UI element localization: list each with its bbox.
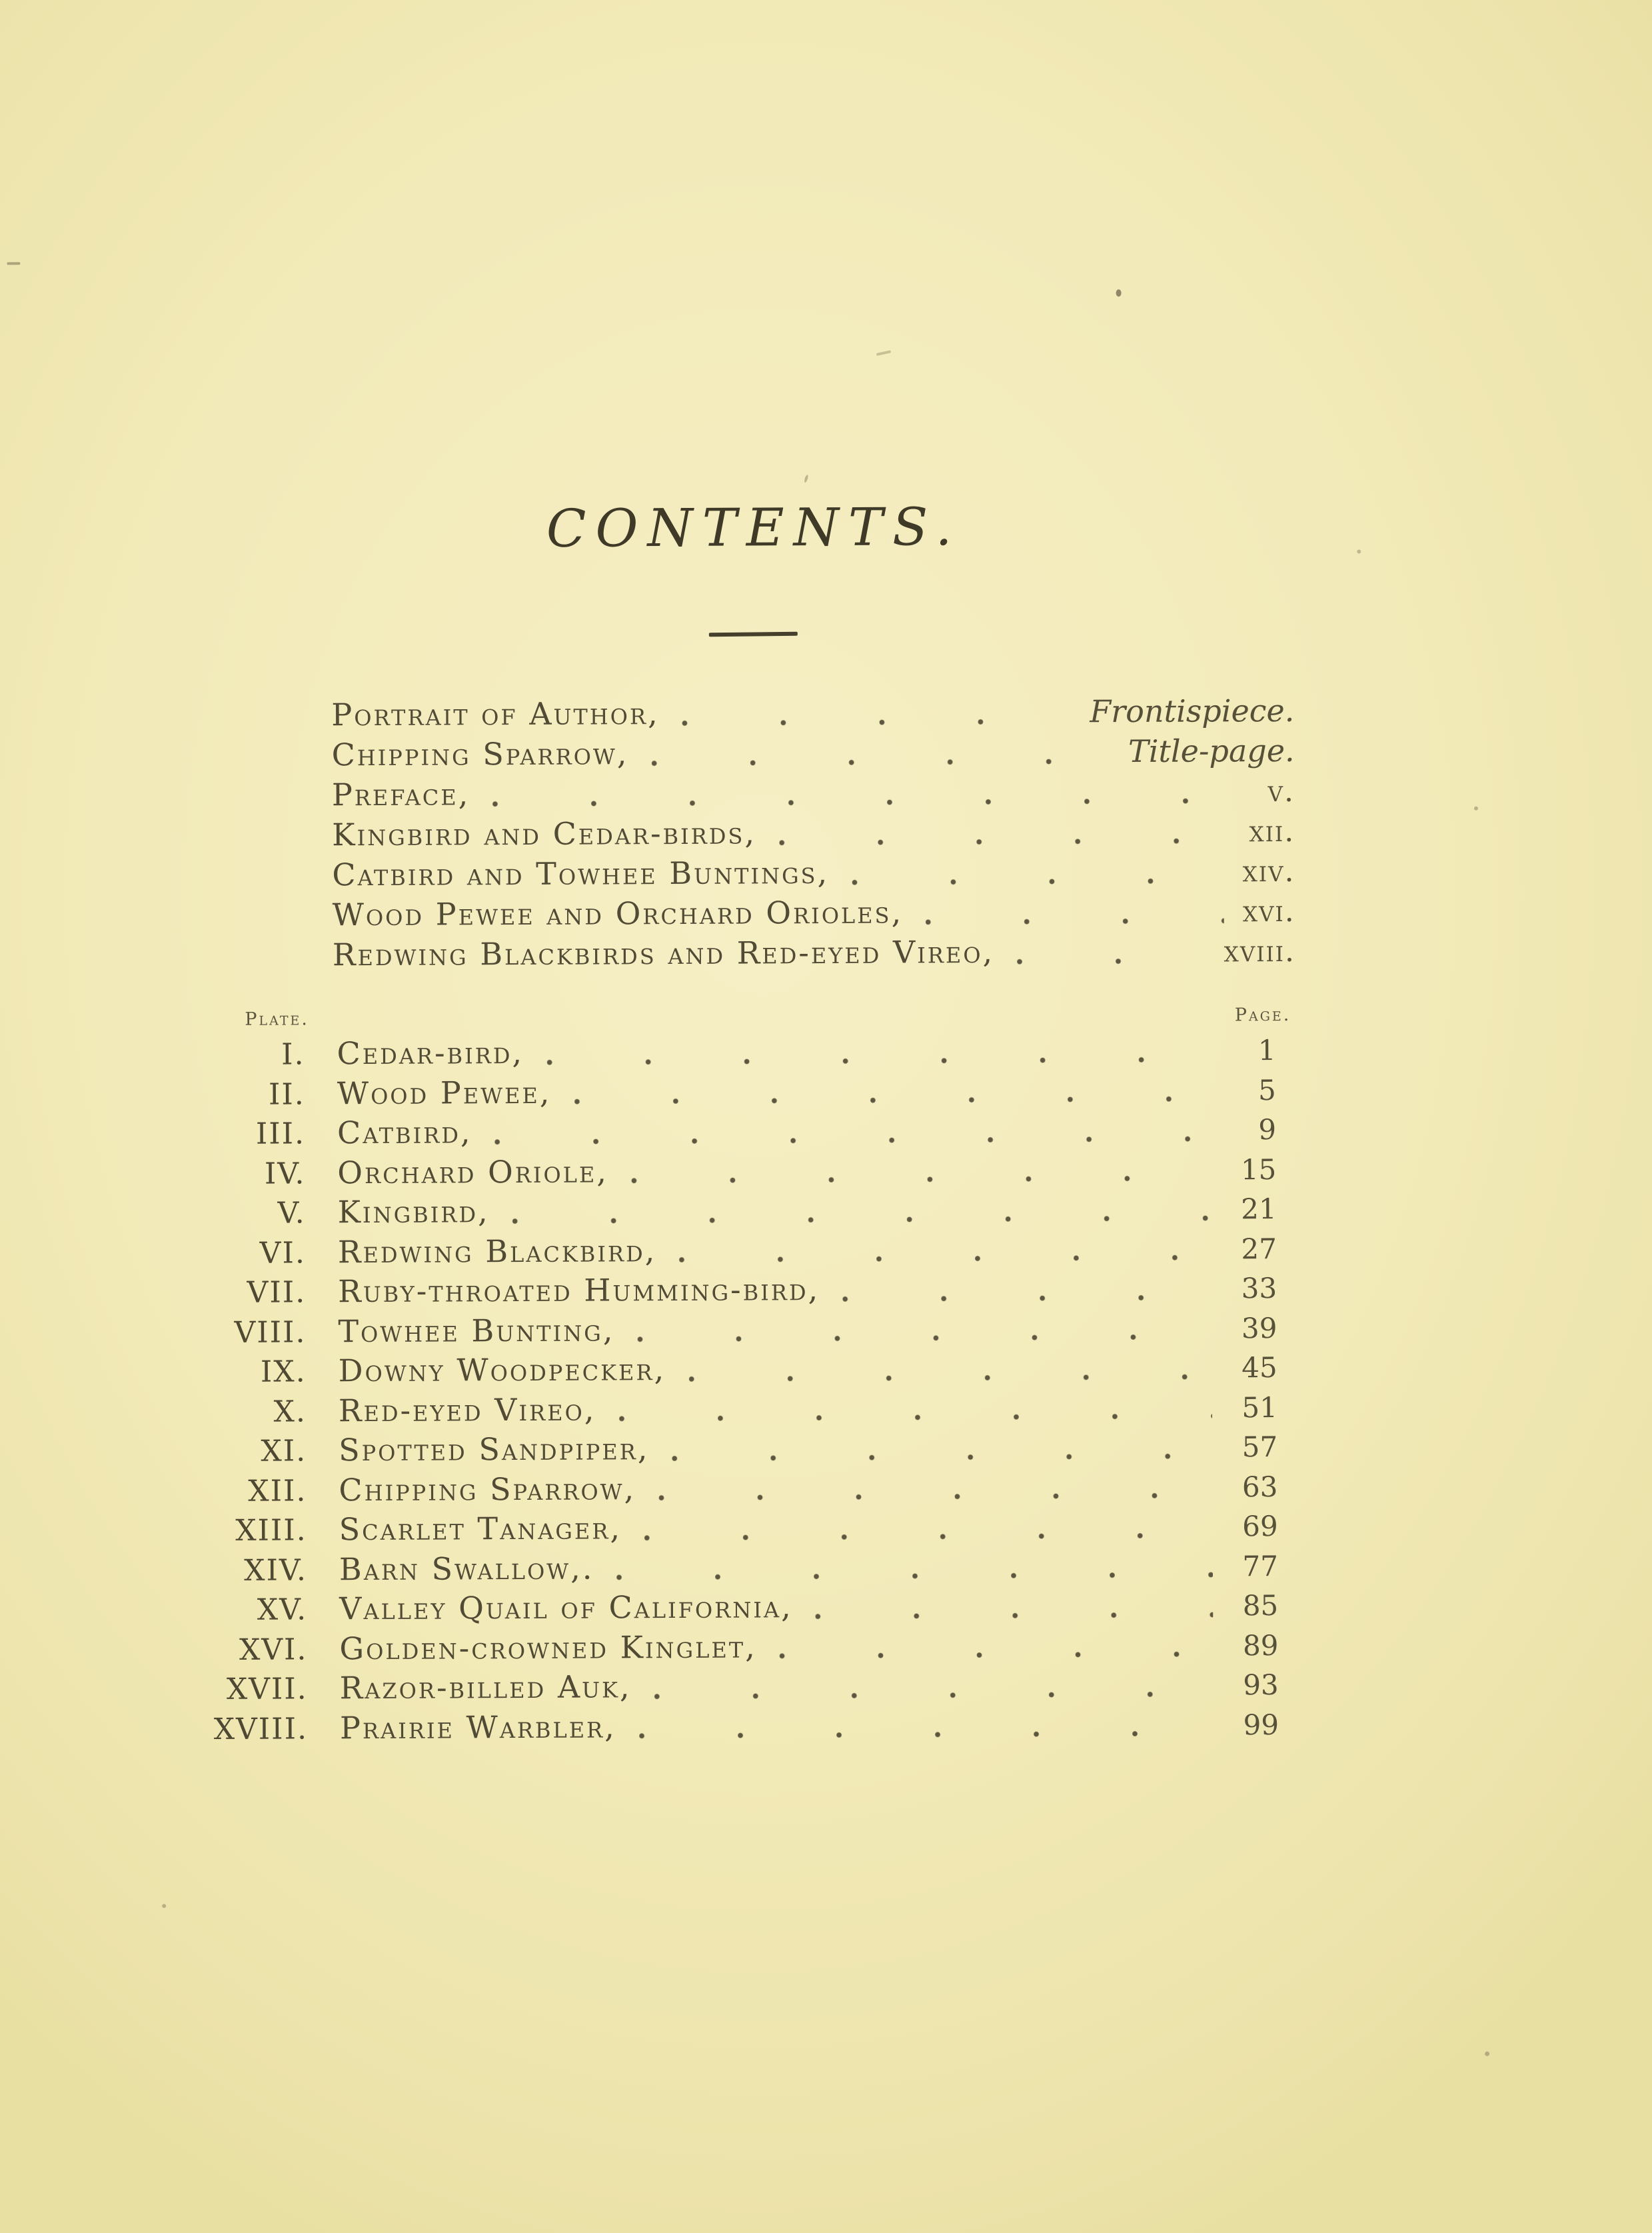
page-number: 21 (1241, 1192, 1277, 1226)
plate-numeral: IV. (264, 1156, 306, 1191)
entry-value: xiv. (1242, 854, 1295, 889)
dot-leader (926, 917, 1224, 925)
plate-numeral: X. (273, 1394, 307, 1429)
dot-leader (616, 1571, 1213, 1580)
plate-row (194, 1586, 1298, 1631)
entry-value: xvi. (1242, 894, 1295, 929)
scan-speck (1357, 549, 1361, 553)
plate-row (193, 1348, 1297, 1393)
scan-speck (804, 475, 808, 483)
front-matter-row (332, 733, 1295, 777)
dot-leader (842, 1294, 1212, 1302)
dot-leader (682, 718, 1072, 727)
plate-row (193, 1388, 1297, 1432)
front-matter-row (332, 773, 1295, 817)
plate-name: Razor-billed Auk, (339, 1668, 632, 1706)
plate-row (194, 1626, 1298, 1670)
page-number: 9 (1258, 1113, 1277, 1146)
page-number: 45 (1241, 1351, 1277, 1384)
plate-numeral: VIII. (234, 1314, 307, 1350)
dot-leader (651, 758, 1110, 767)
front-matter-row (332, 813, 1295, 857)
plate-name: Red-eyed Vireo, (338, 1391, 596, 1428)
plate-name: Catbird, (337, 1114, 472, 1151)
plate-name: Downy Woodpecker, (338, 1351, 666, 1389)
dot-leader (631, 1174, 1211, 1184)
dot-leader (679, 1254, 1212, 1262)
plate-numeral: XIV. (244, 1552, 308, 1588)
plate-row (192, 1071, 1296, 1115)
dot-leader (658, 1492, 1212, 1501)
dot-leader (618, 1412, 1212, 1422)
page-number: 1 (1257, 1034, 1276, 1067)
plate-name: Cedar-bird, (337, 1034, 524, 1072)
entry-label: Catbird and Towhee Buntings, (332, 854, 830, 893)
plate-name: Kingbird, (337, 1193, 490, 1230)
page-number: 85 (1242, 1589, 1279, 1622)
scan-speck (1485, 2052, 1489, 2056)
plate-name: Ruby-throated Humming-bird, (338, 1271, 820, 1310)
entry-value: xii. (1249, 814, 1295, 849)
plate-list (191, 1031, 1299, 1750)
plate-row (193, 1467, 1297, 1512)
dot-leader (644, 1532, 1213, 1541)
scan-speck (1116, 289, 1122, 297)
plate-row (192, 1111, 1296, 1155)
plate-name: Scarlet Tanager, (339, 1510, 622, 1548)
plate-numeral: II. (268, 1077, 305, 1112)
plate-numeral: VI. (259, 1235, 306, 1270)
page-number: 57 (1241, 1430, 1278, 1464)
page-number: 93 (1243, 1668, 1279, 1702)
dot-leader (492, 797, 1249, 807)
plate-numeral: XIII. (235, 1513, 307, 1548)
page-number: 5 (1257, 1073, 1276, 1107)
page-number: 51 (1241, 1390, 1278, 1424)
page-title: CONTENTS. (546, 497, 962, 559)
page-number: 69 (1242, 1510, 1278, 1543)
page-number: 33 (1241, 1272, 1277, 1305)
plate-row (191, 1031, 1295, 1076)
plate-name: Valley Quail of California, (339, 1588, 793, 1627)
plate-row (193, 1190, 1297, 1234)
front-matter-row (333, 893, 1295, 937)
plate-numeral: XI. (261, 1434, 307, 1468)
plate-row (192, 1150, 1296, 1194)
front-matter-list (331, 693, 1295, 977)
plate-row (195, 1666, 1299, 1710)
dot-leader (672, 1452, 1212, 1462)
plate-row (193, 1269, 1297, 1314)
dot-leader (780, 1650, 1214, 1659)
title-divider-rule (709, 632, 798, 637)
dot-leader (639, 1730, 1214, 1739)
plate-name: Orchard Oriole, (337, 1152, 609, 1190)
plate-numeral: XVIII. (213, 1711, 309, 1746)
plate-row (194, 1546, 1298, 1591)
dot-leader (546, 1056, 1211, 1065)
plate-numeral: V. (277, 1196, 306, 1230)
entry-value: v. (1267, 774, 1295, 809)
plate-name: Golden-crowned Kinglet, (339, 1628, 757, 1666)
plate-row (195, 1705, 1299, 1750)
scan-speck (876, 350, 891, 356)
page-number: 15 (1240, 1152, 1277, 1186)
plate-numeral: I. (281, 1037, 305, 1072)
dot-leader (688, 1373, 1212, 1382)
entry-value: xviii. (1224, 934, 1296, 969)
plate-row (194, 1507, 1298, 1552)
entry-label: Kingbird and Cedar-birds, (332, 815, 757, 853)
plate-numeral: XVI. (239, 1632, 308, 1667)
plate-numeral: XV. (257, 1592, 308, 1627)
dot-leader (637, 1333, 1212, 1342)
plate-row (193, 1229, 1297, 1274)
entry-value: Frontispiece. (1090, 692, 1295, 730)
plate-numeral: VII. (247, 1275, 307, 1310)
dot-leader (816, 1611, 1214, 1620)
plate-column-header: Plate. (245, 1009, 310, 1030)
dot-leader (1017, 958, 1206, 965)
plate-name: Towhee Bunting, (338, 1311, 615, 1349)
dot-leader (779, 837, 1231, 846)
plate-numeral: III. (255, 1116, 306, 1151)
entry-label: Preface, (331, 776, 470, 813)
dot-leader (574, 1095, 1210, 1105)
dot-leader (512, 1214, 1212, 1224)
page-number: 89 (1242, 1628, 1279, 1662)
entry-label: Redwing Blackbirds and Red-eyed Vireo, (332, 933, 995, 973)
plate-name: Barn Swallow,. (339, 1550, 594, 1587)
dot-leader (654, 1690, 1214, 1700)
scan-speck (162, 1904, 166, 1908)
page-number: 27 (1241, 1232, 1277, 1265)
plate-row (193, 1308, 1297, 1353)
dot-leader (495, 1135, 1212, 1145)
front-matter-row (331, 693, 1294, 737)
dot-leader (852, 877, 1224, 885)
plate-numeral: XVII. (226, 1672, 308, 1706)
front-matter-row (332, 853, 1295, 897)
page-number: 77 (1242, 1549, 1279, 1582)
plate-name: Prairie Warbler, (339, 1708, 616, 1746)
plate-numeral: XII. (248, 1473, 307, 1508)
plate-name: Wood Pewee, (337, 1074, 552, 1111)
page-column-header: Page. (1234, 1004, 1291, 1026)
scan-speck (1474, 807, 1478, 811)
entry-label: Portrait of Author, (331, 695, 660, 733)
plate-numeral: IX. (260, 1354, 307, 1389)
plate-name: Spotted Sandpiper, (339, 1430, 650, 1468)
front-matter-row (333, 933, 1295, 977)
plate-name: Chipping Sparrow, (339, 1470, 636, 1508)
plate-row (193, 1428, 1297, 1472)
page-number: 99 (1243, 1708, 1279, 1741)
plate-name: Redwing Blackbird, (337, 1232, 657, 1270)
page-number: 63 (1241, 1470, 1278, 1503)
entry-value: Title-page. (1128, 732, 1295, 770)
scan-speck (7, 262, 20, 265)
page-number: 39 (1241, 1311, 1277, 1344)
entry-label: Chipping Sparrow, (331, 735, 629, 773)
entry-label: Wood Pewee and Orchard Orioles, (332, 894, 904, 933)
